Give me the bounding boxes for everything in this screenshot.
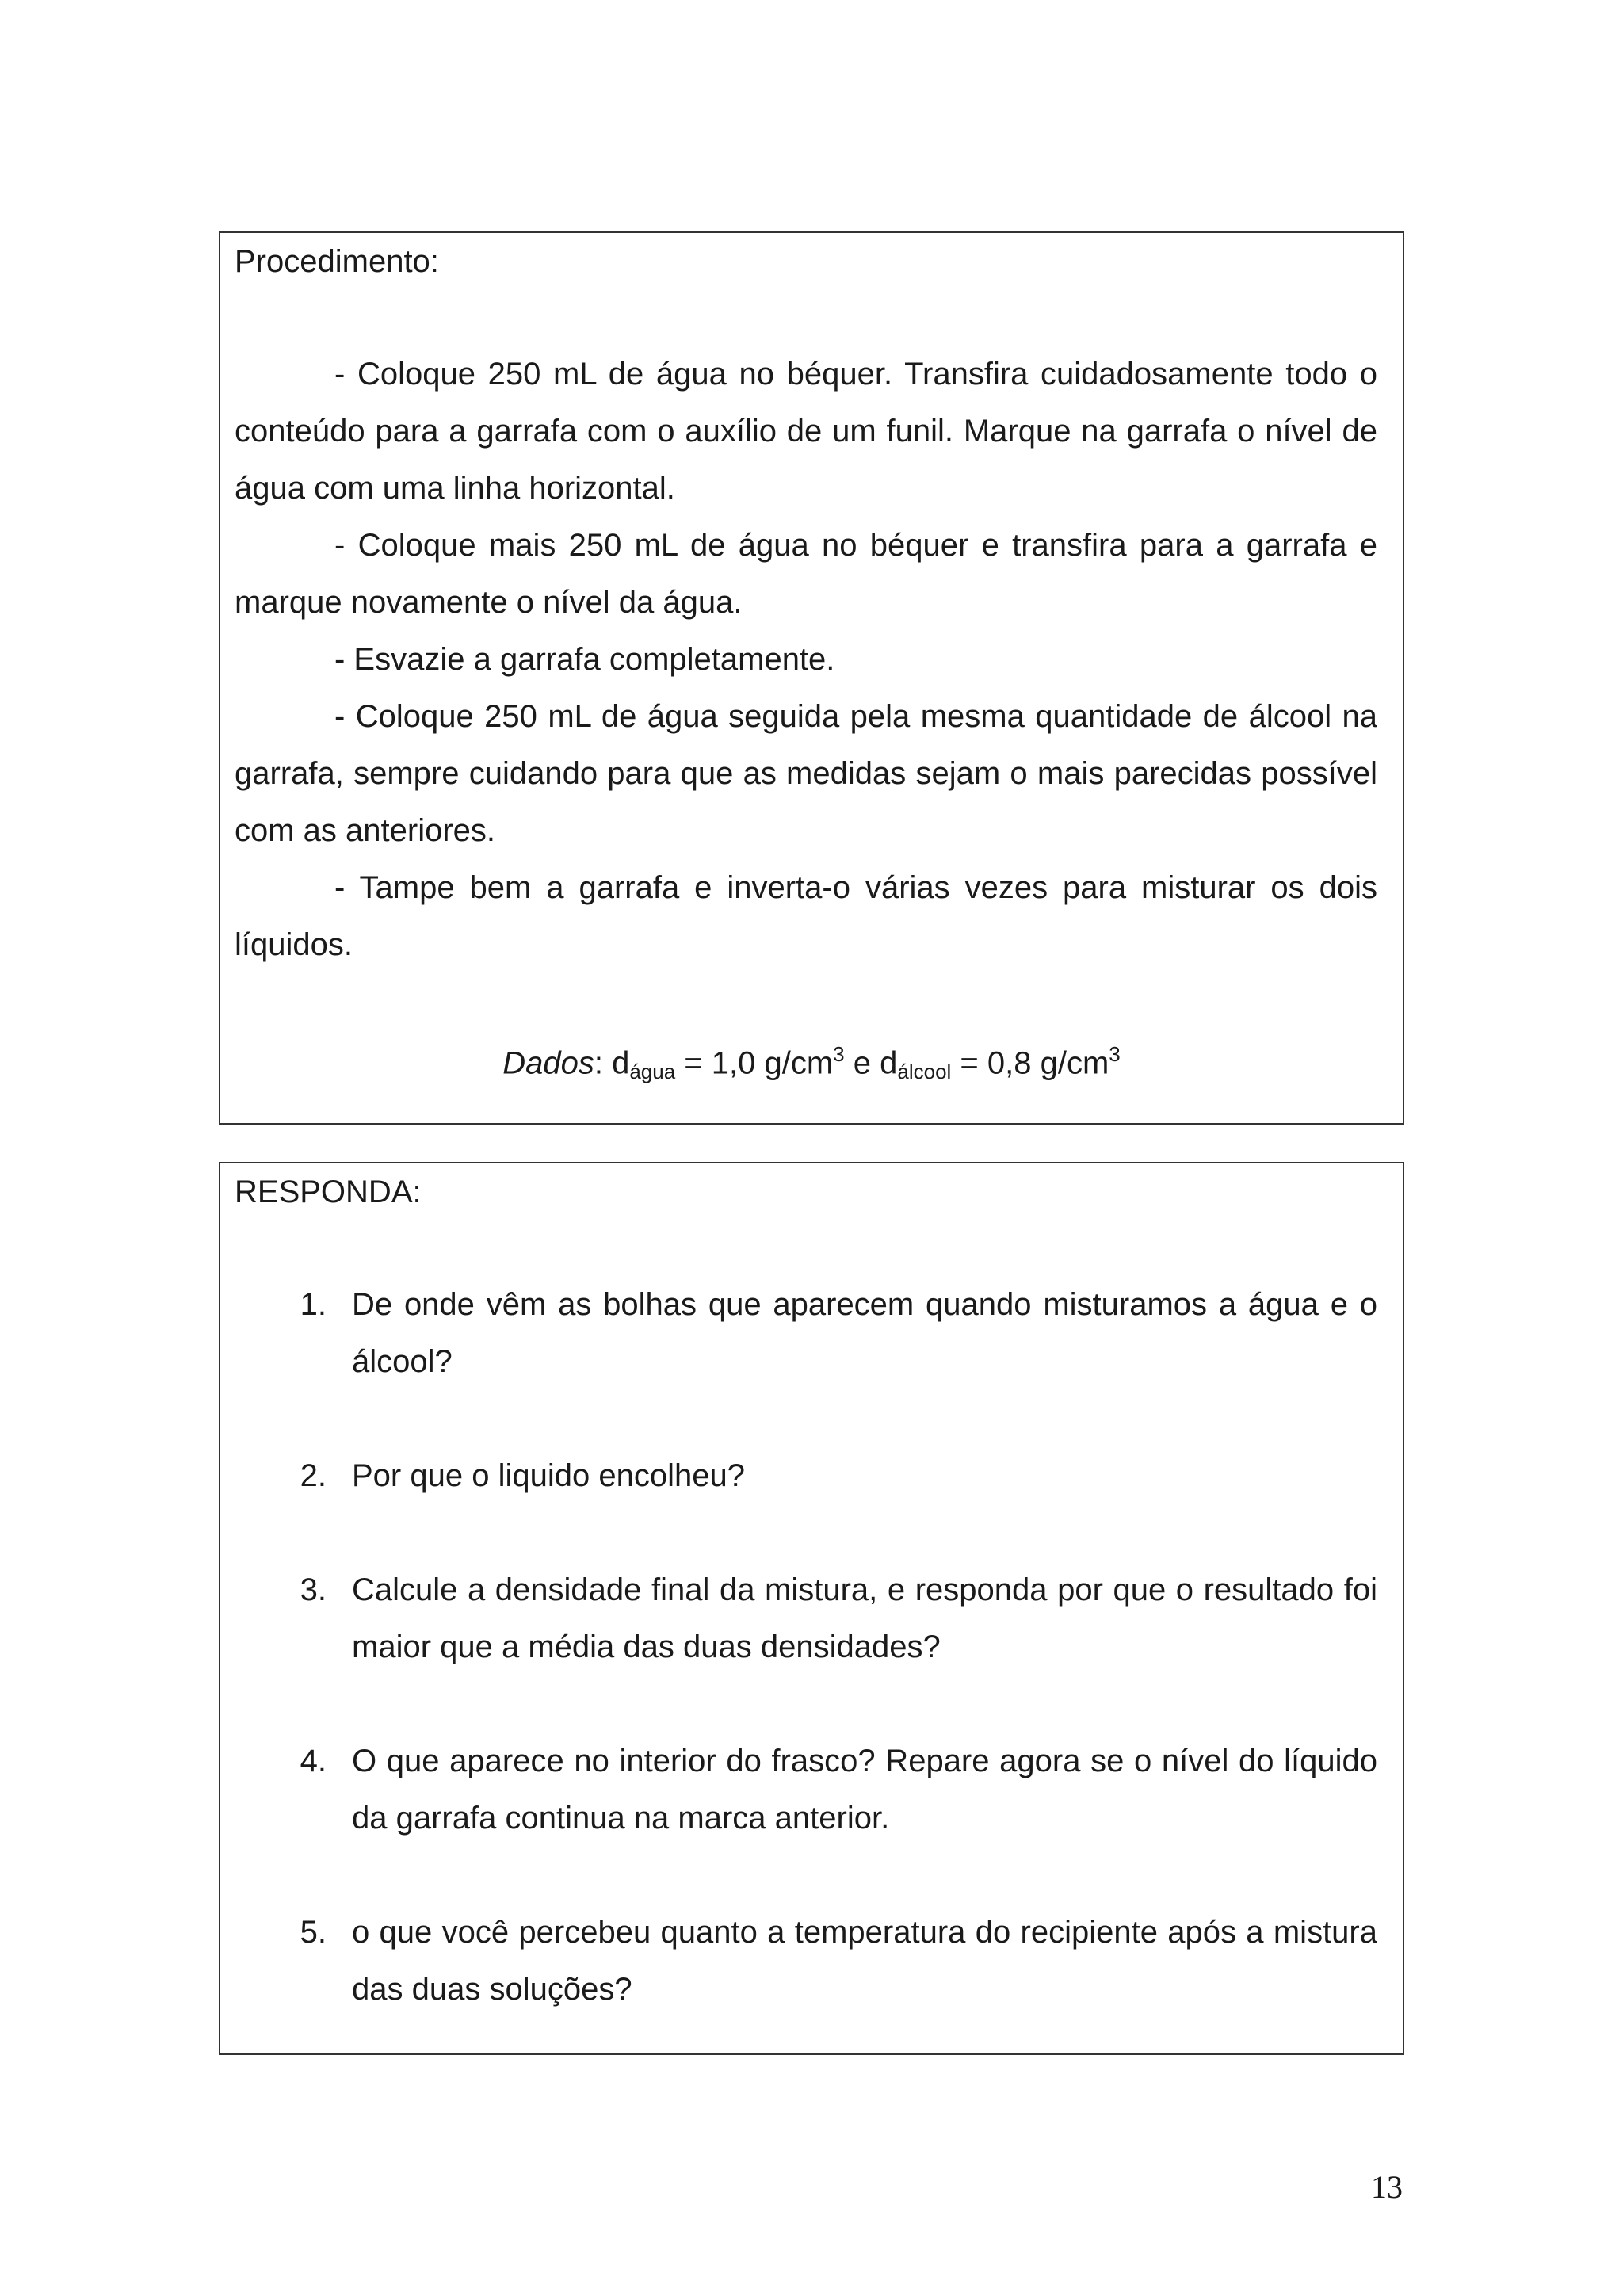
- question-number: 3.: [300, 1572, 327, 1607]
- question-number: 1.: [300, 1287, 327, 1322]
- question-number: 2.: [300, 1458, 327, 1493]
- alcohol-density-subscript: álcool: [897, 1060, 952, 1084]
- question-text: De onde vêm as bolhas que aparecem quando misturamos a água e o álcool?: [352, 1287, 1377, 1379]
- respond-title: RESPONDA:: [235, 1175, 422, 1209]
- question-list: [220, 1163, 1403, 2053]
- procedure-step-1: - Coloque 250 mL de água no béquer. Transfira cuidadosamente todo o conteúdo para a garrafa com o auxílio de um funil. Marque na garrafa o nível de água com uma linha horizontal.: [235, 357, 1377, 506]
- question-text: Por que o liquido encolheu?: [352, 1458, 745, 1493]
- question-text: o que você percebeu quanto a temperatura do recipiente após a mistura das duas soluções?: [352, 1915, 1377, 2007]
- procedure-step-5: - Tampe bem a garrafa e inverta-o várias vezes para misturar os dois líquidos.: [235, 870, 1377, 962]
- procedure-step-4: - Coloque 250 mL de água seguida pela mesma quantidade de álcool na garrafa, sempre cuidando para que as medidas sejam o mais parecidas possível com as anteriores.: [235, 699, 1377, 848]
- dados-label: Dados: [502, 1045, 594, 1081]
- density-data-line: [220, 1026, 1403, 1100]
- procedure-box: [219, 231, 1404, 1125]
- water-density-symbol: d: [612, 1045, 630, 1081]
- respond-box: [219, 1162, 1404, 2055]
- page-number: 13: [1371, 2169, 1403, 2205]
- alcohol-density-value: = 0,8 g/cm: [951, 1045, 1109, 1081]
- water-density-exponent: 3: [833, 1042, 845, 1066]
- water-density-value: = 1,0 g/cm: [675, 1045, 834, 1081]
- water-density-subscript: água: [629, 1060, 676, 1084]
- alcohol-density-symbol: d: [880, 1045, 898, 1081]
- procedure-title: Procedimento:: [235, 244, 439, 279]
- dados-colon: :: [594, 1045, 613, 1081]
- question-text: O que aparece no interior do frasco? Repare agora se o nível do líquido da garrafa continua na marca anterior.: [352, 1744, 1377, 1836]
- alcohol-density-exponent: 3: [1109, 1042, 1121, 1066]
- question-number: 5.: [300, 1915, 327, 1950]
- dados-connector: e: [844, 1045, 880, 1081]
- procedure-step-2: - Coloque mais 250 mL de água no béquer e transfira para a garrafa e marque novamente o nível da água.: [235, 528, 1377, 620]
- question-number: 4.: [300, 1744, 327, 1778]
- question-text: Calcule a densidade final da mistura, e responda por que o resultado foi maior que a média das duas densidades?: [352, 1572, 1377, 1664]
- procedure-step-3: - Esvazie a garrafa completamente.: [334, 642, 835, 677]
